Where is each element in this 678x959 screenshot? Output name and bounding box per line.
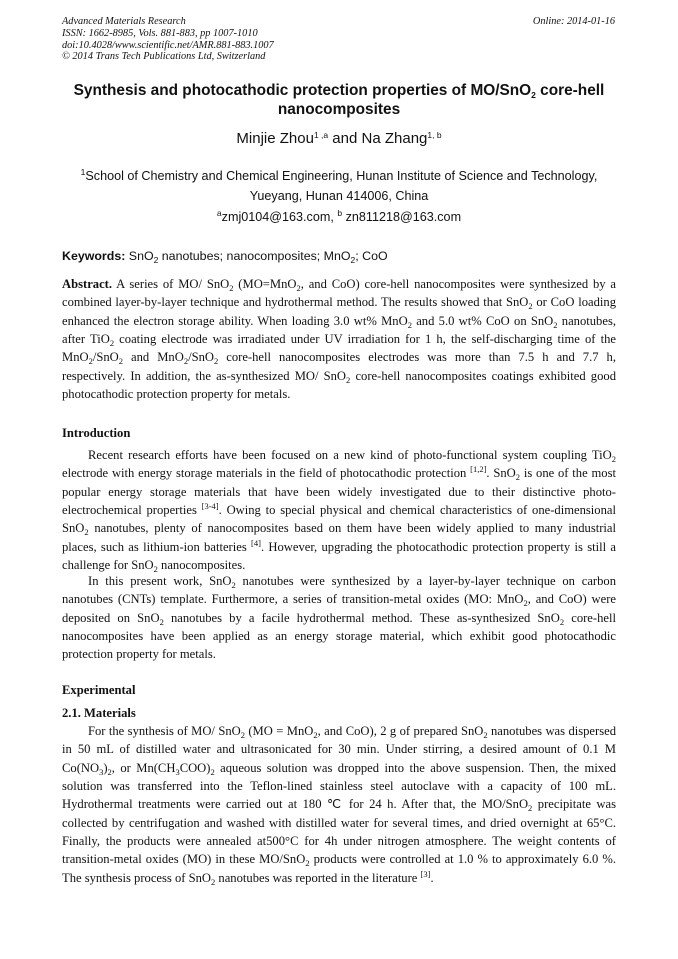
- online-date: Online: 2014-01-16: [532, 16, 615, 27]
- email-line: $^a$zmj0104@163.com, $^b$ zn811218@163.com: [216, 208, 462, 224]
- introduction-heading: Introduction: [62, 426, 131, 440]
- issn-line: ISSN: 1662-8985, Vols. 881-883, pp 1007-1010: [62, 27, 258, 39]
- introduction-paragraph-2: In this present work, SnO$_2$ nanotubes were synthesized by a layer-by-layer technique on carbon nanotubes (CNTs) template. Furthermore, a series of transition-metal oxides (MO: MnO$_2$, and CoO) were deposited on SnO$_2$ nanotubes by a facile hydrothermal method. These as-synthesized SnO$_2$ core-hell nanocomposites have been applied as an energy storage material, which exhibit good photocathodic protection property for metals.: [62, 574, 616, 662]
- author-2: and Na Zhang: [328, 130, 428, 147]
- copyright-line: © 2014 Trans Tech Publications Ltd, Switzerland: [62, 51, 266, 63]
- keywords-label: Keywords:: [62, 249, 126, 263]
- author-line: Minjie Zhou$^{1 ,a}$ and Na Zhang$^{1, b}$: [236, 130, 442, 147]
- journal-header: [62, 16, 274, 63]
- experimental-heading: Experimental: [62, 683, 136, 697]
- abstract-label: Abstract.: [62, 277, 113, 291]
- keywords: Keywords: SnO$_2$ nanotubes; nanocomposites; MnO$_2$; CoO: [62, 249, 388, 265]
- abstract: Abstract. A series of MO/ SnO$_2$ (MO=MnO$_2$, and CoO) core-hell nanocomposites were synthesized by a combined layer-by-layer technique and hydrothermal method. The results showed that SnO$_2$ or CoO loading enhanced the electron storage ability. When loading 3.0 wt% MnO$_2$ and 5.0 wt% CoO on SnO$_2$ nanotubes, after TiO$_2$ coating electrode was irradiated under UV irradiation for 1 h, the self-discharging time of the MnO$_2$/SnO$_2$ and MnO$_2$/SnO$_2$ core-hell nanocomposites electrodes was more than 7.5 h and 7.7 h, respectively. In addition, the as-synthesized MO/ SnO$_2$ core-hell nanocomposites coatings exhibited good photocathodic protection property for metals.: [62, 277, 616, 402]
- author-1: Minjie Zhou: [236, 130, 314, 147]
- materials-paragraph: For the synthesis of MO/ SnO$_2$ (MO = MnO$_2$, and CoO), 2 g of prepared SnO$_2$ nanotubes was dispersed in 50 mL of distilled water and ultrasonicated for 30 min. Under stirring, a desired amount of 0.1 M $Co(NO_3)_2$, or $Mn(CH_3COO)_2$ aqueous solution was dropped into the above suspension. Then, the mixed solution was transferred into the Teflon-lined stainless steel autoclave with a capacity of 100 mL. Hydrothermal treatments were carried out at 180 ℃ for 24 h. After that, the MO/SnO$_2$ precipitate was collected by centrifugation and washed with distilled water for several times, and dried overnight at 65°C. Finally, the products were annealed at500°C for 4h under nitrogen atmosphere. The weight contents of transition-metal oxides (MO) in these MO/SnO$_2$ products were controlled at 1.0 % to approximately 6.0 %. The synthesis process of SnO$_2$ nanotubes was reported in the literature [3].: [62, 724, 617, 887]
- introduction-paragraph-1: Recent research efforts have been focused on a new kind of photo-functional system coupling TiO$_2$ electrode with energy storage materials in the field of photocathodic protection [1,2]. SnO$_2$ is one of the most popular energy storage materials that have been widely investigated due to their distinctive photo-electrochemical properties [3-4]. Owing to special physical and chemical characteristics of one-dimensional SnO$_2$ nanotubes, plenty of nanocomposites based on them have been widely applied to many industrial places, such as lithium-ion batteries [4]. However, upgrading the photocathodic protection property is still a challenge for SnO$_2$ nanocomposites.: [62, 448, 617, 575]
- paper-title: Synthesis and photocathodic protection properties of MO/SnO$_2$ core-hell nanocomposites: [73, 82, 605, 118]
- doi-line: doi:10.4028/www.scientific.net/AMR.881-883.1007: [62, 39, 274, 51]
- journal-name: Advanced Materials Research: [62, 16, 186, 27]
- materials-subheading: 2.1. Materials: [62, 706, 136, 720]
- affiliation: $^1$School of Chemistry and Chemical Engineering, Hunan Institute of Science and Technology, Yueyang, Hunan 414006, China: [80, 167, 598, 203]
